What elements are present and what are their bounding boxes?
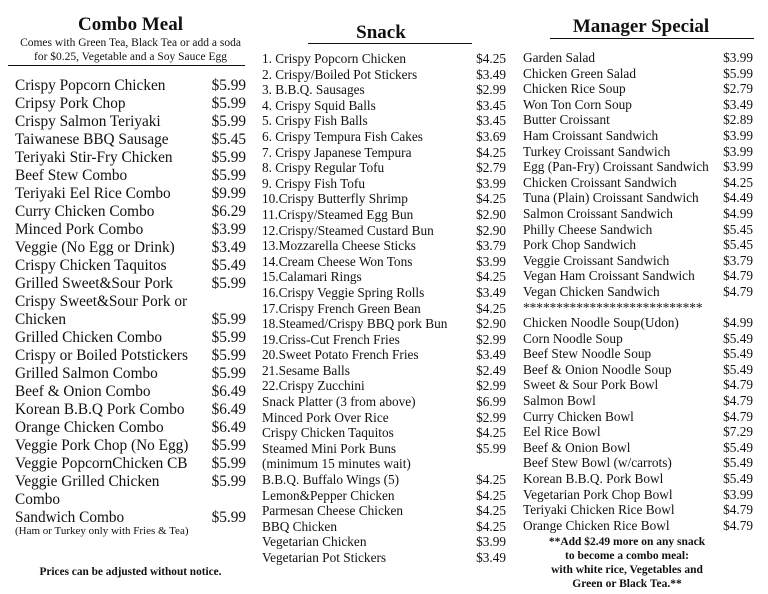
item-price: $5.99 [211, 167, 246, 184]
menu-item [262, 254, 506, 270]
item-name: Vegan Ham Croissant Sandwich [523, 268, 695, 284]
item-name: 3. B.B.Q. Sausages [262, 82, 365, 98]
menu-item [262, 316, 506, 332]
item-price: $4.79 [723, 268, 753, 284]
item-name: 12.Crispy/Steamed Custard Bun [262, 222, 434, 238]
item-price: $3.49 [476, 284, 506, 300]
menu-item [523, 81, 753, 97]
sandwich-combo-note: (Ham or Turkey only with Fries & Tea) [15, 525, 189, 537]
menu-item [262, 550, 506, 566]
menu-item [262, 51, 506, 67]
menu-item [262, 378, 506, 394]
manager-special-title: Manager Special [572, 16, 710, 37]
menu-item [262, 441, 506, 457]
combo-meal-title: Combo Meal [77, 14, 183, 35]
item-price: $2.79 [723, 81, 753, 97]
menu-item [523, 268, 753, 284]
menu-item [15, 311, 246, 329]
item-name: Korean B.B.Q Pork Combo [15, 401, 185, 418]
menu-item [15, 455, 246, 473]
item-name: BBQ Chicken [262, 518, 337, 534]
item-price: $6.49 [211, 419, 246, 436]
item-price: $5.99 [211, 77, 246, 94]
menu-item [262, 363, 506, 379]
menu-item [523, 409, 753, 425]
note-line: **Add $2.49 more on any snack [548, 536, 706, 548]
item-name: 13.Mozzarella Cheese Sticks [262, 238, 416, 254]
item-name: Crispy or Boiled Potstickers [15, 347, 188, 364]
item-name: 19.Criss-Cut French Fries [262, 331, 400, 347]
item-name: Crispy Salmon Teriyaki [15, 113, 161, 130]
item-name: Sandwich Combo [15, 509, 125, 526]
combo-subtitle-line: Comes with Green Tea, Black Tea or add a soda [20, 37, 241, 49]
menu-item [523, 159, 753, 175]
menu-item [262, 456, 506, 472]
item-price: $5.49 [723, 439, 753, 455]
menu-item [15, 365, 246, 383]
item-price: $5.49 [723, 455, 753, 471]
item-price: $4.25 [476, 51, 506, 66]
item-price: $5.49 [723, 471, 753, 487]
note-line: with white rice, Vegetables and [551, 564, 703, 576]
menu-item [523, 253, 753, 269]
menu-item [523, 455, 753, 471]
menu-item [262, 285, 506, 301]
item-name: Orange Chicken Rice Bowl [523, 517, 670, 533]
item-name: Teriyaki Stir-Fry Chicken [15, 149, 173, 166]
item-price: $5.49 [723, 361, 753, 377]
item-price: $4.79 [723, 393, 753, 409]
item-price: $4.79 [723, 408, 753, 424]
menu-item [15, 293, 246, 311]
item-price: $4.49 [723, 190, 753, 206]
menu-item [262, 129, 506, 145]
menu-item [262, 472, 506, 488]
item-price: $3.79 [723, 252, 753, 268]
item-name: Orange Chicken Combo [15, 419, 164, 436]
item-name: Parmesan Cheese Chicken [262, 503, 404, 519]
item-name: Taiwanese BBQ Sausage [15, 131, 169, 148]
item-price: $4.79 [723, 502, 753, 518]
item-name: Sweet & Sour Pork Bowl [523, 377, 659, 393]
item-name: Butter Croissant [523, 112, 610, 128]
menu-item [15, 419, 246, 437]
item-price: $6.99 [476, 394, 506, 410]
item-price: $9.99 [211, 185, 246, 202]
menu-item [262, 176, 506, 192]
menu-item [523, 222, 753, 238]
item-price: $5.45 [723, 237, 753, 253]
item-name: Vegetarian Chicken [262, 534, 367, 550]
item-name: Combo [15, 491, 61, 508]
menu-item [523, 362, 753, 378]
menu-item [523, 487, 753, 503]
item-price: $5.99 [723, 65, 753, 81]
menu-item [15, 491, 246, 509]
combo-upgrade-note [523, 535, 731, 591]
item-price: $4.25 [476, 269, 506, 285]
menu-item [15, 239, 246, 257]
item-name: Corn Noodle Soup [523, 330, 623, 346]
item-price: $4.79 [723, 283, 753, 299]
menu-item [15, 131, 246, 149]
item-price: $2.99 [476, 82, 506, 98]
item-price: $5.99 [211, 149, 246, 166]
menu-item [262, 223, 506, 239]
item-name: Lemon&Pepper Chicken [262, 487, 395, 503]
item-name: 9. Crispy Fish Tofu [262, 175, 365, 191]
item-name: Grilled Salmon Combo [15, 365, 158, 382]
item-name: Tuna (Plain) Croissant Sandwich [523, 190, 699, 206]
item-price: $5.99 [211, 473, 246, 490]
menu-item [523, 97, 753, 113]
item-price: $4.25 [723, 174, 753, 190]
menu-item [262, 269, 506, 285]
item-name: Curry Chicken Bowl [523, 408, 634, 424]
menu-item [262, 425, 506, 441]
item-price: $2.99 [476, 331, 506, 347]
item-name: Beef Stew Bowl (w/carrots) [523, 455, 672, 471]
menu-item [523, 175, 753, 191]
menu-item [523, 206, 753, 222]
item-name: Curry Chicken Combo [15, 203, 155, 220]
item-price: $3.49 [211, 239, 246, 256]
menu-item [15, 329, 246, 347]
menu-item [262, 238, 506, 254]
menu-item [262, 332, 506, 348]
note-line: Green or Black Tea.** [572, 578, 682, 590]
menu-item [523, 518, 753, 534]
menu-item [523, 190, 753, 206]
item-name: Grilled Chicken Combo [15, 329, 163, 346]
item-price: $5.99 [211, 365, 246, 382]
item-price: $3.99 [723, 143, 753, 159]
item-name: 18.Steamed/Crispy BBQ pork Bun [262, 316, 448, 332]
menu-item [523, 331, 753, 347]
menu-item [523, 315, 753, 331]
item-name: 16.Crispy Veggie Spring Rolls [262, 284, 425, 300]
menu-item [15, 401, 246, 419]
item-price: $3.49 [476, 550, 506, 565]
menu-item [15, 275, 246, 293]
menu-item [15, 221, 246, 239]
item-name: Vegetarian Pork Chop Bowl [523, 486, 673, 502]
item-name: Chicken Rice Soup [523, 81, 626, 97]
menu-item [262, 160, 506, 176]
divider [8, 65, 245, 66]
item-price: $4.25 [476, 518, 506, 534]
menu-item [523, 66, 753, 82]
item-price: $4.25 [476, 503, 506, 519]
item-price: $5.99 [476, 440, 506, 456]
item-name: 20.Sweet Potato French Fries [262, 347, 419, 363]
item-name: B.B.Q. Buffalo Wings (5) [262, 472, 400, 488]
item-price: $3.99 [723, 50, 753, 65]
item-name: 22.Crispy Zucchini [262, 378, 365, 394]
menu-item [15, 185, 246, 203]
item-name: Snack Platter (3 from above) [262, 394, 416, 410]
item-price: $5.99 [211, 95, 246, 112]
manager-special-list [523, 50, 753, 533]
item-price: $2.89 [723, 112, 753, 128]
menu-item [15, 383, 246, 401]
item-name: Chicken [15, 311, 66, 328]
item-name: Won Ton Corn Soup [523, 96, 632, 112]
item-name: Crispy Popcorn Chicken [15, 77, 166, 94]
menu-item [15, 113, 246, 131]
combo-subtitle-line: for $0.25, Vegetable and a Soy Sauce Egg [33, 51, 227, 63]
menu-item [262, 488, 506, 504]
menu-item [262, 394, 506, 410]
item-name: Teriyaki Eel Rice Combo [15, 185, 171, 202]
item-price: $3.99 [723, 159, 753, 175]
item-name: 7. Crispy Japanese Tempura [262, 144, 412, 160]
item-price: $3.49 [476, 347, 506, 363]
menu-item [523, 471, 753, 487]
item-name: Vegan Chicken Sandwich [523, 283, 660, 299]
item-name: Salmon Bowl [523, 393, 596, 409]
item-name: Chicken Green Salad [523, 65, 636, 81]
menu-item [523, 284, 753, 300]
menu-item [262, 534, 506, 550]
item-price: $6.49 [211, 401, 246, 418]
item-name: 15.Calamari Rings [262, 269, 362, 285]
item-name: Veggie Pork Chop (No Egg) [15, 437, 189, 454]
item-name: Veggie Grilled Chicken [15, 473, 160, 490]
item-price: $3.99 [723, 486, 753, 502]
item-name: 10.Crispy Butterfly Shrimp [262, 191, 408, 207]
menu-item [262, 145, 506, 161]
item-name: Beef & Onion Noodle Soup [523, 361, 672, 377]
item-name: Veggie PopcornChicken CB [15, 455, 188, 472]
combo-meal-list [15, 77, 246, 538]
item-name: Grilled Sweet&Sour Pork [15, 275, 174, 292]
menu-item [15, 149, 246, 167]
item-price: $5.45 [211, 131, 246, 148]
menu-item [523, 346, 753, 362]
menu-item [262, 410, 506, 426]
item-name: Veggie Croissant Sandwich [523, 252, 670, 268]
menu-item [262, 67, 506, 83]
item-name: 21.Sesame Balls [262, 362, 350, 378]
menu-item [15, 257, 246, 275]
item-name: Crispy Chicken Taquitos [262, 425, 394, 441]
item-name: Cripsy Pork Chop [15, 95, 126, 112]
menu-item [262, 82, 506, 98]
item-name: 6. Crispy Tempura Fish Cakes [262, 128, 423, 144]
item-price: $3.69 [476, 128, 506, 144]
item-name: Pork Chop Sandwich [523, 237, 637, 253]
item-price: $2.90 [476, 206, 506, 222]
item-price: $5.49 [723, 330, 753, 346]
menu-item [15, 95, 246, 113]
divider [308, 43, 472, 44]
item-price: $4.79 [723, 517, 753, 533]
menu-item [523, 440, 753, 456]
item-price: $5.99 [211, 311, 246, 328]
item-name: 2. Crispy/Boiled Pot Stickers [262, 66, 418, 82]
item-name: Egg (Pan-Fry) Croissant Sandwich [523, 159, 709, 175]
item-name: Teriyaki Chicken Rice Bowl [523, 502, 675, 518]
item-name: 1. Crispy Popcorn Chicken [262, 51, 407, 66]
item-name: Ham Croissant Sandwich [523, 127, 659, 143]
item-price: $3.79 [476, 238, 506, 254]
item-name: Eel Rice Bowl [523, 424, 601, 440]
menu-item [523, 300, 753, 316]
menu-item [15, 77, 246, 95]
item-name: Korean B.B.Q. Pork Bowl [523, 471, 664, 487]
menu-item [523, 112, 753, 128]
item-price: $5.99 [211, 329, 246, 346]
item-price: $3.99 [476, 175, 506, 191]
item-price: $2.99 [476, 409, 506, 425]
menu-item [262, 113, 506, 129]
menu-item [15, 203, 246, 221]
item-price: $4.79 [723, 377, 753, 393]
item-price: $2.90 [476, 222, 506, 238]
item-name: Beef & Onion Combo [15, 383, 151, 400]
item-price: $2.79 [476, 160, 506, 176]
menu-item [262, 301, 506, 317]
item-name: Steamed Mini Pork Buns [262, 440, 397, 456]
menu-item [523, 424, 753, 440]
item-price: $3.99 [476, 253, 506, 269]
item-name: Beef Stew Combo [15, 167, 128, 184]
menu-item [15, 473, 246, 491]
menu-item [523, 377, 753, 393]
item-name: Chicken Noodle Soup(Udon) [523, 315, 679, 331]
item-price: $5.99 [211, 275, 246, 292]
menu-item [523, 50, 753, 66]
menu-item [523, 237, 753, 253]
item-price: $2.90 [476, 316, 506, 332]
menu-item [15, 167, 246, 185]
item-price: $2.99 [476, 378, 506, 394]
item-name: Beef Stew Noodle Soup [523, 346, 652, 362]
item-price: $4.25 [476, 472, 506, 488]
item-name: (minimum 15 minutes wait) [262, 456, 411, 472]
menu-item [523, 393, 753, 409]
item-name: 14.Cream Cheese Won Tons [262, 253, 413, 269]
item-price: $5.99 [211, 437, 246, 454]
menu-item [15, 347, 246, 365]
item-name: Crispy Sweet&Sour Pork or [15, 293, 188, 310]
menu-item [523, 502, 753, 518]
item-price: $3.99 [723, 127, 753, 143]
item-price: $3.45 [476, 113, 506, 129]
item-price: $4.99 [723, 315, 753, 331]
item-name: Vegetarian Pot Stickers [262, 550, 387, 565]
item-name: Minced Pork Over Rice [262, 409, 389, 425]
item-name: Chicken Croissant Sandwich [523, 174, 677, 190]
item-name: 17.Crispy French Green Bean [262, 300, 421, 316]
menu-item [262, 191, 506, 207]
item-price: $2.49 [476, 362, 506, 378]
item-price: $3.99 [476, 534, 506, 550]
item-name: Beef & Onion Bowl [523, 439, 631, 455]
item-price: $4.25 [476, 300, 506, 316]
item-name: Minced Pork Combo [15, 221, 144, 238]
item-price: $3.99 [211, 221, 246, 238]
item-price: $6.49 [211, 383, 246, 400]
item-price: $7.29 [723, 424, 753, 440]
item-price: $4.99 [723, 205, 753, 221]
menu-item [523, 144, 753, 160]
menu-item [262, 207, 506, 223]
item-name: 5. Crispy Fish Balls [262, 113, 368, 129]
item-price: $3.45 [476, 97, 506, 113]
item-name: Philly Cheese Sandwich [523, 221, 653, 237]
item-name: Garden Salad [523, 50, 595, 65]
item-price: $5.99 [211, 347, 246, 364]
note-line: to become a combo meal: [565, 550, 689, 562]
item-price: $4.25 [476, 144, 506, 160]
snack-list [262, 51, 506, 566]
item-price: $4.25 [476, 487, 506, 503]
item-name: Turkey Croissant Sandwich [523, 143, 671, 159]
item-name: Veggie (No Egg or Drink) [15, 239, 175, 256]
item-name: 4. Crispy Squid Balls [262, 97, 376, 113]
item-price: $5.49 [723, 346, 753, 362]
menu-item [262, 519, 506, 535]
item-price: $5.45 [723, 221, 753, 237]
price-notice: Prices can be adjusted without notice. [39, 566, 222, 578]
menu-item [262, 347, 506, 363]
snack-title: Snack [356, 22, 406, 43]
item-price: $5.99 [211, 455, 246, 472]
item-price: $5.99 [211, 113, 246, 130]
menu-item [262, 503, 506, 519]
item-name: *************************** [523, 299, 703, 315]
item-price: $3.49 [723, 96, 753, 112]
item-price: $4.25 [476, 191, 506, 207]
item-price: $4.25 [476, 425, 506, 441]
item-price: $6.29 [211, 203, 246, 220]
item-name: Salmon Croissant Sandwich [523, 205, 673, 221]
item-name: Crispy Chicken Taquitos [15, 257, 167, 274]
menu-item [523, 128, 753, 144]
item-price: $5.99 [211, 509, 246, 526]
item-price: $3.49 [476, 66, 506, 82]
item-name: 8. Crispy Regular Tofu [262, 160, 385, 176]
item-price: $5.49 [211, 257, 246, 274]
menu-item [262, 98, 506, 114]
divider [550, 38, 754, 39]
item-name: 11.Crispy/Steamed Egg Bun [262, 206, 414, 222]
menu-item [15, 437, 246, 455]
